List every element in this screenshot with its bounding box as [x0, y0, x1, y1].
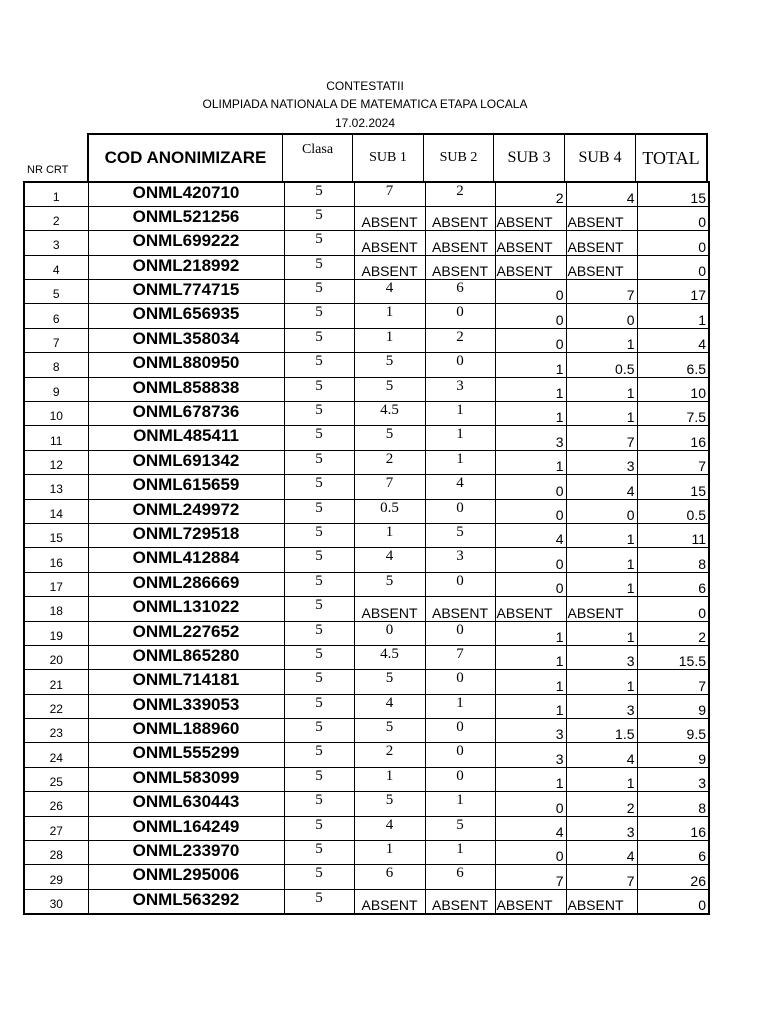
sub4-cell: 4 [566, 182, 637, 206]
document-title: CONTESTATII [326, 79, 404, 93]
cod-cell: ONML339053 [88, 694, 284, 718]
cod-cell: ONML420710 [88, 182, 284, 206]
total-cell: 6 [637, 572, 709, 596]
sub3-cell: 0 [495, 499, 566, 523]
nr-crt-cell: 24 [24, 743, 88, 767]
total-cell: 6 [637, 841, 709, 865]
table-row [24, 304, 709, 328]
sub1-cell: 4 [354, 548, 425, 572]
sub2-cell: 3 [425, 548, 495, 572]
sub4-cell: 1 [566, 548, 637, 572]
sub2-cell: 5 [425, 523, 495, 547]
clasa-cell: 5 [284, 670, 354, 694]
sub4-cell: 7 [566, 426, 637, 450]
cod-cell: ONML555299 [88, 743, 284, 767]
total-cell: 11 [637, 523, 709, 547]
sub3-cell: ABSENT [495, 231, 566, 255]
nr-crt-cell: 15 [24, 523, 88, 547]
table-row [24, 402, 709, 426]
table-row [24, 377, 709, 401]
sub2-cell: ABSENT [425, 206, 495, 230]
sub4-cell: 1 [566, 670, 637, 694]
table-row [24, 841, 709, 865]
total-cell: 16 [637, 426, 709, 450]
cod-cell: ONML630443 [88, 792, 284, 816]
total-cell: 10 [637, 377, 709, 401]
sub1-cell: 1 [354, 304, 425, 328]
sub1-cell: 5 [354, 719, 425, 743]
sub2-cell: 1 [425, 450, 495, 474]
cod-cell: ONML583099 [88, 767, 284, 791]
cod-cell: ONML412884 [88, 548, 284, 572]
table-row [24, 694, 709, 718]
sub3-cell: 0 [495, 475, 566, 499]
cod-cell: ONML678736 [88, 402, 284, 426]
total-cell: 0 [637, 255, 709, 279]
sub3-cell: ABSENT [495, 206, 566, 230]
clasa-cell: 5 [284, 572, 354, 596]
results-table-body [24, 182, 709, 914]
table-row [24, 645, 709, 669]
nr-crt-cell: 22 [24, 694, 88, 718]
nr-crt-cell: 26 [24, 792, 88, 816]
total-cell: 0.5 [637, 499, 709, 523]
nr-crt-cell: 19 [24, 621, 88, 645]
clasa-cell: 5 [284, 889, 354, 913]
sub2-cell: 6 [425, 280, 495, 304]
sub3-cell: 1 [495, 450, 566, 474]
sub3-cell: 1 [495, 353, 566, 377]
table-row [24, 280, 709, 304]
nr-crt-cell: 7 [24, 328, 88, 352]
sub4-cell: 0 [566, 499, 637, 523]
sub3-cell: 0 [495, 280, 566, 304]
total-cell: 26 [637, 865, 709, 889]
nr-crt-cell: 12 [24, 450, 88, 474]
total-cell: 7 [637, 450, 709, 474]
clasa-cell: 5 [284, 304, 354, 328]
sub4-cell: 3 [566, 816, 637, 840]
sub1-cell: 5 [354, 670, 425, 694]
cod-cell: ONML699222 [88, 231, 284, 255]
results-table [23, 181, 710, 915]
sub4-cell: ABSENT [566, 597, 637, 621]
table-row [24, 572, 709, 596]
total-cell: 8 [637, 792, 709, 816]
sub3-cell: 0 [495, 548, 566, 572]
table-row [24, 767, 709, 791]
total-cell: 4 [637, 328, 709, 352]
sub1-cell: ABSENT [354, 206, 425, 230]
cod-cell: ONML774715 [88, 280, 284, 304]
sub4-cell: 1 [566, 328, 637, 352]
table-row [24, 255, 709, 279]
sub4-cell: 1 [566, 767, 637, 791]
sub4-cell: 4 [566, 475, 637, 499]
sub4-cell: ABSENT [566, 231, 637, 255]
nr-crt-cell: 9 [24, 377, 88, 401]
nr-crt-cell: 13 [24, 475, 88, 499]
header-nr-crt: NR CRT [27, 164, 69, 176]
cod-cell: ONML295006 [88, 865, 284, 889]
nr-crt-cell: 20 [24, 645, 88, 669]
sub1-cell: 6 [354, 865, 425, 889]
sub2-cell: ABSENT [425, 255, 495, 279]
sub1-cell: 4 [354, 816, 425, 840]
sub1-cell: 5 [354, 572, 425, 596]
sub2-cell: 1 [425, 694, 495, 718]
sub3-cell: 3 [495, 426, 566, 450]
clasa-cell: 5 [284, 767, 354, 791]
sub1-cell: 4 [354, 280, 425, 304]
total-cell: 3 [637, 767, 709, 791]
sub2-cell: 0 [425, 499, 495, 523]
sub2-cell: 1 [425, 402, 495, 426]
clasa-cell: 5 [284, 597, 354, 621]
sub2-cell: 6 [425, 865, 495, 889]
total-cell: 15.5 [637, 645, 709, 669]
sub3-cell: 1 [495, 670, 566, 694]
sub1-cell: 4.5 [354, 645, 425, 669]
sub1-cell: 7 [354, 475, 425, 499]
header-sub1: SUB 1 [353, 133, 424, 181]
table-row [24, 182, 709, 206]
clasa-cell: 5 [284, 231, 354, 255]
sub4-cell: 1 [566, 402, 637, 426]
cod-cell: ONML880950 [88, 353, 284, 377]
clasa-cell: 5 [284, 792, 354, 816]
cod-cell: ONML188960 [88, 719, 284, 743]
cod-cell: ONML691342 [88, 450, 284, 474]
clasa-cell: 5 [284, 816, 354, 840]
sub1-cell: 0 [354, 621, 425, 645]
total-cell: 0 [637, 231, 709, 255]
table-row [24, 231, 709, 255]
cod-cell: ONML729518 [88, 523, 284, 547]
table-row [24, 499, 709, 523]
sub1-cell: 7 [354, 182, 425, 206]
sub4-cell: 4 [566, 743, 637, 767]
table-row [24, 670, 709, 694]
header-sub2: SUB 2 [424, 133, 494, 181]
sub3-cell: 7 [495, 865, 566, 889]
cod-cell: ONML233970 [88, 841, 284, 865]
nr-crt-cell: 28 [24, 841, 88, 865]
clasa-cell: 5 [284, 426, 354, 450]
sub2-cell: 0 [425, 304, 495, 328]
sub1-cell: 5 [354, 353, 425, 377]
header-total: TOTAL [636, 133, 708, 181]
nr-crt-cell: 3 [24, 231, 88, 255]
clasa-cell: 5 [284, 719, 354, 743]
table-row [24, 450, 709, 474]
table-row [24, 328, 709, 352]
sub2-cell: 0 [425, 719, 495, 743]
table-row [24, 548, 709, 572]
nr-crt-cell: 14 [24, 499, 88, 523]
nr-crt-cell: 23 [24, 719, 88, 743]
sub3-cell: 1 [495, 621, 566, 645]
sub4-cell: 3 [566, 645, 637, 669]
nr-crt-cell: 30 [24, 889, 88, 913]
sub4-cell: 2 [566, 792, 637, 816]
clasa-cell: 5 [284, 694, 354, 718]
cod-cell: ONML131022 [88, 597, 284, 621]
clasa-cell: 5 [284, 841, 354, 865]
sub3-cell: 1 [495, 694, 566, 718]
cod-cell: ONML485411 [88, 426, 284, 450]
sub1-cell: 5 [354, 377, 425, 401]
cod-cell: ONML865280 [88, 645, 284, 669]
table-row [24, 889, 709, 913]
total-cell: 8 [637, 548, 709, 572]
clasa-cell: 5 [284, 328, 354, 352]
sub4-cell: 4 [566, 841, 637, 865]
sub3-cell: ABSENT [495, 597, 566, 621]
sub2-cell: 7 [425, 645, 495, 669]
document-date: 17.02.2024 [334, 116, 396, 130]
sub1-cell: 5 [354, 426, 425, 450]
cod-cell: ONML656935 [88, 304, 284, 328]
total-cell: 0 [637, 206, 709, 230]
total-cell: 16 [637, 816, 709, 840]
sub2-cell: 0 [425, 670, 495, 694]
sub3-cell: 1 [495, 377, 566, 401]
table-row [24, 523, 709, 547]
sub4-cell: 3 [566, 450, 637, 474]
clasa-cell: 5 [284, 743, 354, 767]
nr-crt-cell: 25 [24, 767, 88, 791]
sub2-cell: 3 [425, 377, 495, 401]
cod-cell: ONML858838 [88, 377, 284, 401]
sub1-cell: ABSENT [354, 597, 425, 621]
sub4-cell: 0 [566, 304, 637, 328]
sub3-cell: 1 [495, 645, 566, 669]
sub3-cell: 0 [495, 841, 566, 865]
table-row [24, 353, 709, 377]
table-row [24, 597, 709, 621]
clasa-cell: 5 [284, 645, 354, 669]
sub4-cell: ABSENT [566, 255, 637, 279]
sub4-cell: ABSENT [566, 206, 637, 230]
sub4-cell: 1 [566, 377, 637, 401]
clasa-cell: 5 [284, 402, 354, 426]
table-row [24, 719, 709, 743]
nr-crt-cell: 17 [24, 572, 88, 596]
cod-cell: ONML218992 [88, 255, 284, 279]
cod-cell: ONML358034 [88, 328, 284, 352]
sub1-cell: 4 [354, 694, 425, 718]
sub1-cell: ABSENT [354, 231, 425, 255]
table-row [24, 206, 709, 230]
sub4-cell: 7 [566, 865, 637, 889]
sub2-cell: 0 [425, 767, 495, 791]
sub2-cell: 5 [425, 816, 495, 840]
nr-crt-cell: 21 [24, 670, 88, 694]
sub3-cell: 4 [495, 523, 566, 547]
sub3-cell: ABSENT [495, 889, 566, 913]
sub1-cell: ABSENT [354, 255, 425, 279]
sub4-cell: 1.5 [566, 719, 637, 743]
sub1-cell: 2 [354, 450, 425, 474]
sub3-cell: 0 [495, 572, 566, 596]
sub2-cell: 1 [425, 841, 495, 865]
sub4-cell: 1 [566, 572, 637, 596]
sub1-cell: 1 [354, 767, 425, 791]
sub3-cell: 0 [495, 328, 566, 352]
cod-cell: ONML563292 [88, 889, 284, 913]
nr-crt-cell: 16 [24, 548, 88, 572]
sub3-cell: 3 [495, 719, 566, 743]
total-cell: 0 [637, 889, 709, 913]
document-subtitle: OLIMPIADA NATIONALA DE MATEMATICA ETAPA LOCALA [202, 97, 528, 111]
total-cell: 17 [637, 280, 709, 304]
table-row [24, 621, 709, 645]
clasa-cell: 5 [284, 255, 354, 279]
cod-cell: ONML249972 [88, 499, 284, 523]
sub2-cell: 2 [425, 182, 495, 206]
total-cell: 1 [637, 304, 709, 328]
sub4-cell: 3 [566, 694, 637, 718]
sub1-cell: 1 [354, 523, 425, 547]
clasa-cell: 5 [284, 377, 354, 401]
sub3-cell: 0 [495, 792, 566, 816]
sub3-cell: 3 [495, 743, 566, 767]
sub2-cell: 0 [425, 572, 495, 596]
sub2-cell: 2 [425, 328, 495, 352]
nr-crt-cell: 1 [24, 182, 88, 206]
sub4-cell: 7 [566, 280, 637, 304]
cod-cell: ONML286669 [88, 572, 284, 596]
clasa-cell: 5 [284, 182, 354, 206]
nr-crt-cell: 11 [24, 426, 88, 450]
clasa-cell: 5 [284, 865, 354, 889]
cod-cell: ONML714181 [88, 670, 284, 694]
total-cell: 9 [637, 743, 709, 767]
nr-crt-cell: 18 [24, 597, 88, 621]
cod-cell: ONML615659 [88, 475, 284, 499]
nr-crt-cell: 5 [24, 280, 88, 304]
clasa-cell: 5 [284, 206, 354, 230]
clasa-cell: 5 [284, 548, 354, 572]
total-cell: 2 [637, 621, 709, 645]
header-cod-anonimizare: COD ANONIMIZARE [87, 133, 283, 181]
sub2-cell: ABSENT [425, 597, 495, 621]
total-cell: 0 [637, 597, 709, 621]
sub1-cell: 2 [354, 743, 425, 767]
nr-crt-cell: 4 [24, 255, 88, 279]
sub1-cell: ABSENT [354, 889, 425, 913]
table-row [24, 792, 709, 816]
cod-cell: ONML227652 [88, 621, 284, 645]
total-cell: 6.5 [637, 353, 709, 377]
nr-crt-cell: 6 [24, 304, 88, 328]
table-row [24, 865, 709, 889]
sub1-cell: 0.5 [354, 499, 425, 523]
sub2-cell: ABSENT [425, 231, 495, 255]
sub3-cell: 2 [495, 182, 566, 206]
header-sub4: SUB 4 [565, 133, 636, 181]
sub2-cell: 0 [425, 353, 495, 377]
clasa-cell: 5 [284, 450, 354, 474]
total-cell: 15 [637, 475, 709, 499]
sub4-cell: 1 [566, 523, 637, 547]
sub3-cell: ABSENT [495, 255, 566, 279]
table-row [24, 816, 709, 840]
sub2-cell: 1 [425, 426, 495, 450]
table-row [24, 426, 709, 450]
header-sub3: SUB 3 [494, 133, 565, 181]
total-cell: 15 [637, 182, 709, 206]
clasa-cell: 5 [284, 353, 354, 377]
sub4-cell: 0.5 [566, 353, 637, 377]
nr-crt-cell: 10 [24, 402, 88, 426]
sub2-cell: 0 [425, 743, 495, 767]
table-row [24, 743, 709, 767]
clasa-cell: 5 [284, 475, 354, 499]
sub2-cell: 4 [425, 475, 495, 499]
sub1-cell: 4.5 [354, 402, 425, 426]
sub1-cell: 5 [354, 792, 425, 816]
clasa-cell: 5 [284, 621, 354, 645]
table-row [24, 475, 709, 499]
sub2-cell: 0 [425, 621, 495, 645]
clasa-cell: 5 [284, 280, 354, 304]
total-cell: 9.5 [637, 719, 709, 743]
total-cell: 9 [637, 694, 709, 718]
sub2-cell: ABSENT [425, 889, 495, 913]
cod-cell: ONML521256 [88, 206, 284, 230]
total-cell: 7.5 [637, 402, 709, 426]
header-clasa: Clasa [283, 133, 353, 181]
sub3-cell: 0 [495, 304, 566, 328]
sub3-cell: 4 [495, 816, 566, 840]
nr-crt-cell: 27 [24, 816, 88, 840]
total-cell: 7 [637, 670, 709, 694]
sub1-cell: 1 [354, 328, 425, 352]
clasa-cell: 5 [284, 499, 354, 523]
clasa-cell: 5 [284, 523, 354, 547]
nr-crt-cell: 29 [24, 865, 88, 889]
nr-crt-cell: 2 [24, 206, 88, 230]
sub3-cell: 1 [495, 402, 566, 426]
cod-cell: ONML164249 [88, 816, 284, 840]
sub2-cell: 1 [425, 792, 495, 816]
sub4-cell: ABSENT [566, 889, 637, 913]
nr-crt-cell: 8 [24, 353, 88, 377]
sub1-cell: 1 [354, 841, 425, 865]
sub3-cell: 1 [495, 767, 566, 791]
sub4-cell: 1 [566, 621, 637, 645]
